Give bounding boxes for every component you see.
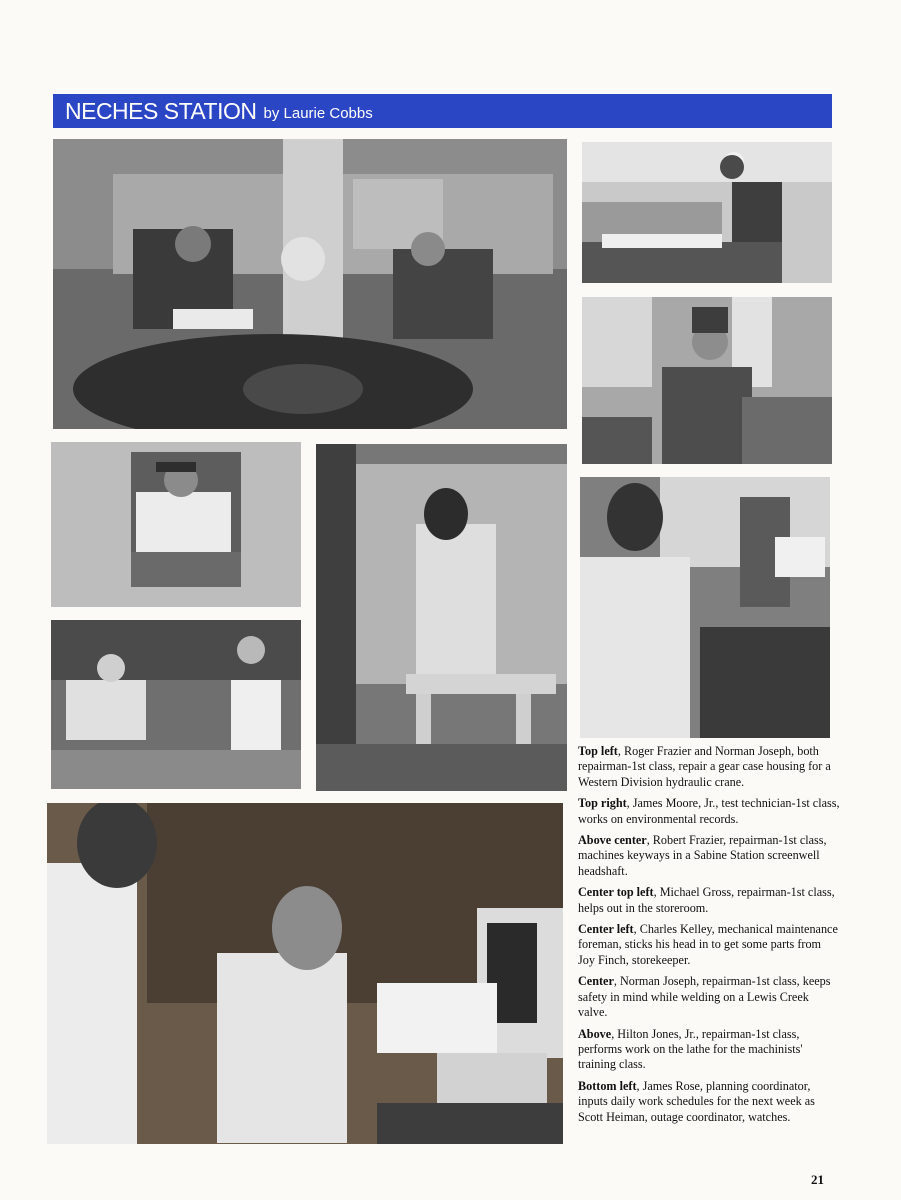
page-number: 21 [811, 1172, 824, 1187]
photo-gear-case-repair [53, 139, 567, 429]
photo-planning-coordinator [47, 803, 563, 1144]
caption-top-right [578, 796, 840, 827]
caption-text: , Charles Kelley, mechanical maintenance foreman, sticks his head in to get some parts from Joy Finch, storekeeper. [578, 922, 838, 967]
caption-text: , Michael Gross, repairman-1st class, helps out in the storeroom. [578, 885, 835, 915]
photo-captions [578, 744, 840, 1131]
caption-lead: Center [578, 974, 614, 989]
caption-top-left [578, 744, 840, 790]
caption-text: , James Rose, planning coordinator, inputs daily work schedules for the next week as Scott Heiman, outage coordinator, watches. [578, 1078, 815, 1124]
photo-keyways-machining [582, 297, 832, 464]
photo-lathe-training [580, 477, 830, 738]
caption-text: , Roger Frazier and Norman Joseph, both repairman-1st class, repair a gear case housing for a Western Division hydraulic crane. [578, 744, 831, 789]
caption-lead: Above center [578, 833, 647, 848]
caption-above [578, 1027, 840, 1073]
caption-above-center [578, 833, 840, 879]
caption-text: , Hilton Jones, Jr., repairman-1st class, performs work on the lathe for the machinists' training class. [578, 1026, 803, 1072]
caption-bottom-left [578, 1079, 840, 1125]
caption-text: , Norman Joseph, repairman-1st class, keeps safety in mind while welding on a Lewis Creek valve. [578, 974, 831, 1020]
article-title: NECHES STATION [65, 97, 257, 124]
caption-text: , Robert Frazier, repairman-1st class, machines keyways in a Sabine Station screenwell headshaft. [578, 833, 827, 878]
caption-lead: Top right [578, 796, 627, 811]
caption-text: , James Moore, Jr., test technician-1st class, works on environmental records. [578, 796, 840, 826]
caption-lead: Above [578, 1026, 612, 1041]
caption-center-top-left [578, 885, 840, 916]
caption-lead: Bottom left [578, 1078, 637, 1093]
photo-environmental-records [582, 142, 832, 283]
caption-lead: Center top left [578, 885, 654, 900]
photo-welding [316, 444, 567, 791]
caption-lead: Center left [578, 922, 634, 937]
article-byline: by Laurie Cobbs [263, 104, 373, 122]
photo-storeroom-window [51, 442, 301, 607]
caption-center-left [578, 922, 840, 968]
article-header-banner [53, 94, 832, 128]
caption-center [578, 974, 840, 1020]
caption-lead: Top left [578, 744, 618, 758]
photo-parts-window [51, 620, 301, 789]
